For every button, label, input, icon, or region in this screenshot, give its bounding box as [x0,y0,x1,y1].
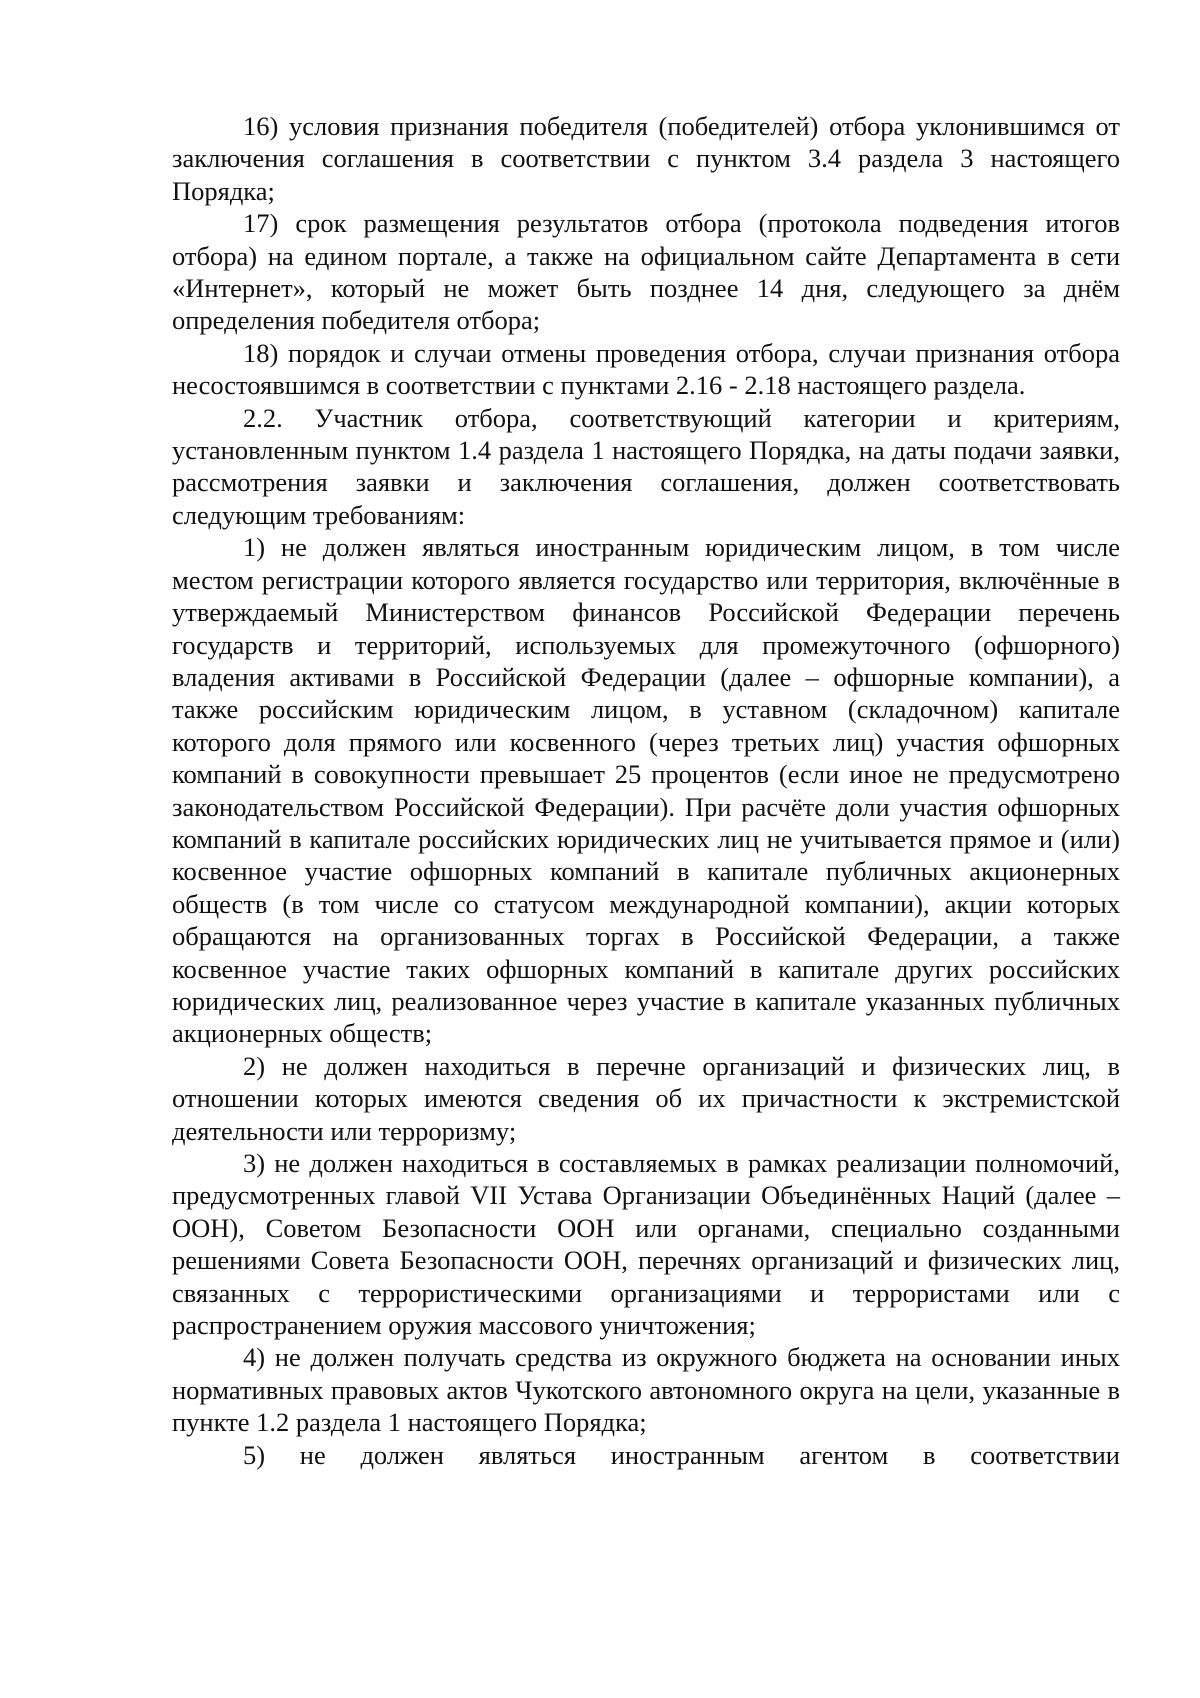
document-body [172,110,1120,1471]
paragraph-requirement-4: 4) не должен получать средства из окружного бюджета на основании иных нормативных правовых актов Чукотского автономного округа на цели, указанные в пункте 1.2 раздела 1 настоящего Порядка; [172,1342,1120,1438]
paragraph-requirement-5: 5) не должен являться иностранным агентом в соответствии [243,1439,1120,1470]
paragraph-item-18: 18) порядок и случаи отмены проведения отбора, случаи признания отбора несостоявшимся в соответствии с пунктами 2.16 - 2.18 настоящего раздела. [172,337,1120,401]
paragraph-item-17: 17) срок размещения результатов отбора (протокола подведения итогов отбора) на едином портале, а также на официальном сайте Департамента в сети «Интернет», который не может быть позднее 14 дня, следующего за днём определения победителя отбора; [172,208,1120,336]
paragraph-requirement-3: 3) не должен находиться в составляемых в рамках реализации полномочий, предусмотренных главой VII Устава Организации Объединённых Наций (далее – ООН), Советом Безопасности ООН или органами, специально созданными решениями Совета Безопасности ООН, перечнях организаций и физических лиц, связанных с террористическими организациями и террористами или с распространением оружия массового уничтожения; [172,1148,1120,1341]
paragraph-section-2-2: 2.2. Участник отбора, соответствующий категории и критериям, установленным пунктом 1.4 раздела 1 настоящего Порядка, на даты подачи заявки, рассмотрения заявки и заключения соглашения, должен соответствовать следующим требованиям: [172,402,1120,530]
paragraph-requirement-2: 2) не должен находиться в перечне организаций и физических лиц, в отношении которых имеются сведения об их причастности к экстремистской деятельности или терроризму; [172,1050,1120,1146]
paragraph-requirement-1: 1) не должен являться иностранным юридическим лицом, в том числе местом регистрации которого является государство или территория, включённые в утверждаемый Министерством финансов Российской Федерации перечень государств и территорий, используемых для промежуточного (офшорного) владения активами в Российской Федерации (далее – офшорные компании), а также российским юридическим лицом, в уставном (складочном) капитале которого доля прямого или косвенного (через третьих лиц) участия офшорных компаний в совокупности превышает 25 процентов (если иное не предусмотрено законодательством Российской Федерации). При расчёте доли участия офшорных компаний в капитале российских юридических лиц не учитывается прямое и (или) косвенное участие офшорных компаний в капитале публичных акционерных обществ (в том числе со статусом международной компании), акции которых обращаются на организованных торгах в Российской Федерации, а также косвенное участие таких офшорных компаний в капитале других российских юридических лиц, реализованное через участие в капитале указанных публичных акционерных обществ; [172,532,1120,1049]
paragraph-item-16: 16) условия признания победителя (победителей) отбора уклонившимся от заключения соглашения в соответствии с пунктом 3.4 раздела 3 настоящего Порядка; [172,111,1120,206]
